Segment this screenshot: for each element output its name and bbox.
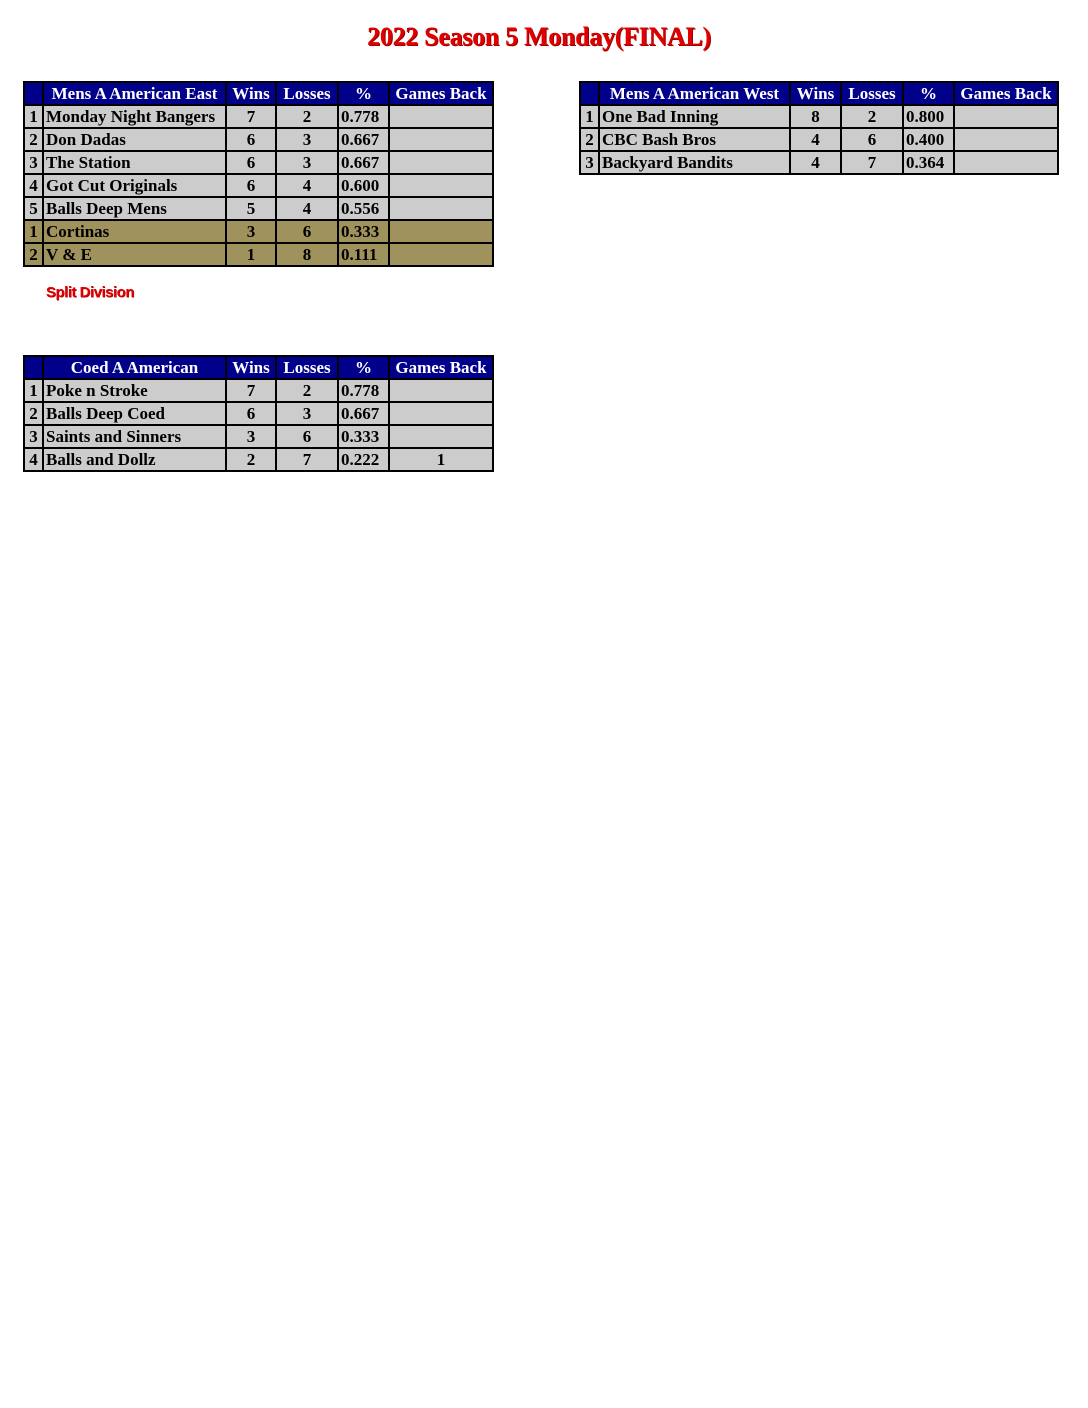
split-division-row: [24, 220, 493, 243]
losses-cell: 4: [276, 197, 338, 220]
losses-cell: 6: [841, 128, 903, 151]
pct-cell: 0.333: [338, 220, 389, 243]
team-cell: Balls Deep Mens: [43, 197, 226, 220]
losses-cell: 7: [841, 151, 903, 174]
rank-cell: 1: [24, 105, 43, 128]
games-back-cell: [954, 105, 1058, 128]
rank-header: [580, 82, 599, 105]
coed-standings-table: [23, 355, 494, 472]
rank-cell: 2: [24, 243, 43, 266]
table-row: [580, 105, 1058, 128]
pct-cell: 0.667: [338, 402, 389, 425]
division-name: Mens A American West: [599, 82, 790, 105]
table-row: [580, 151, 1058, 174]
table-row: [24, 425, 493, 448]
rank-cell: 3: [24, 425, 43, 448]
team-cell: V & E: [43, 243, 226, 266]
losses-cell: 3: [276, 128, 338, 151]
mens-west-standings-table: [579, 81, 1059, 175]
pct-cell: 0.667: [338, 128, 389, 151]
rank-cell: 1: [580, 105, 599, 128]
wins-cell: 3: [226, 220, 276, 243]
pct-cell: 0.778: [338, 105, 389, 128]
table-row: [24, 174, 493, 197]
games-back-cell: [389, 174, 493, 197]
games-back-cell: [389, 197, 493, 220]
division-name: Mens A American East: [43, 82, 226, 105]
wins-cell: 6: [226, 402, 276, 425]
team-cell: Balls and Dollz: [43, 448, 226, 471]
wins-cell: 1: [226, 243, 276, 266]
losses-header: Losses: [841, 82, 903, 105]
rank-cell: 2: [580, 128, 599, 151]
team-cell: CBC Bash Bros: [599, 128, 790, 151]
losses-cell: 8: [276, 243, 338, 266]
rank-cell: 1: [24, 220, 43, 243]
games-back-cell: 1: [389, 448, 493, 471]
pct-cell: 0.778: [338, 379, 389, 402]
pct-header: %: [338, 82, 389, 105]
team-cell: Backyard Bandits: [599, 151, 790, 174]
losses-cell: 3: [276, 151, 338, 174]
table-row: [580, 128, 1058, 151]
mens-east-standings-table: [23, 81, 494, 267]
table-row: [24, 151, 493, 174]
pct-header: %: [338, 356, 389, 379]
table-row: [24, 197, 493, 220]
table-row: [24, 379, 493, 402]
losses-cell: 6: [276, 220, 338, 243]
wins-cell: 7: [226, 379, 276, 402]
wins-header: Wins: [790, 82, 841, 105]
games-back-cell: [389, 402, 493, 425]
division-name: Coed A American: [43, 356, 226, 379]
pct-cell: 0.364: [903, 151, 954, 174]
pct-cell: 0.111: [338, 243, 389, 266]
wins-cell: 3: [226, 425, 276, 448]
wins-cell: 5: [226, 197, 276, 220]
losses-cell: 7: [276, 448, 338, 471]
rank-cell: 3: [24, 151, 43, 174]
losses-cell: 2: [841, 105, 903, 128]
team-cell: Balls Deep Coed: [43, 402, 226, 425]
wins-header: Wins: [226, 356, 276, 379]
games-back-cell: [389, 151, 493, 174]
games-back-cell: [389, 425, 493, 448]
pct-cell: 0.556: [338, 197, 389, 220]
rank-cell: 1: [24, 379, 43, 402]
table-row: [24, 128, 493, 151]
pct-cell: 0.800: [903, 105, 954, 128]
pct-cell: 0.600: [338, 174, 389, 197]
rank-header: [24, 356, 43, 379]
losses-cell: 3: [276, 402, 338, 425]
wins-cell: 7: [226, 105, 276, 128]
wins-cell: 2: [226, 448, 276, 471]
team-cell: Monday Night Bangers: [43, 105, 226, 128]
games-back-cell: [389, 128, 493, 151]
games-back-cell: [389, 220, 493, 243]
header-row: [24, 82, 493, 105]
pct-cell: 0.400: [903, 128, 954, 151]
wins-cell: 4: [790, 151, 841, 174]
table-row: [24, 448, 493, 471]
rank-cell: 4: [24, 448, 43, 471]
pct-header: %: [903, 82, 954, 105]
wins-cell: 6: [226, 174, 276, 197]
rank-cell: 4: [24, 174, 43, 197]
losses-cell: 6: [276, 425, 338, 448]
pct-cell: 0.222: [338, 448, 389, 471]
wins-cell: 4: [790, 128, 841, 151]
games-back-header: Games Back: [389, 356, 493, 379]
wins-cell: 6: [226, 128, 276, 151]
wins-header: Wins: [226, 82, 276, 105]
games-back-cell: [389, 243, 493, 266]
rank-cell: 5: [24, 197, 43, 220]
games-back-cell: [389, 105, 493, 128]
games-back-header: Games Back: [389, 82, 493, 105]
page-title: 2022 Season 5 Monday(FINAL): [367, 22, 711, 51]
header-row: [580, 82, 1058, 105]
wins-cell: 6: [226, 151, 276, 174]
split-division-row: [24, 243, 493, 266]
pct-cell: 0.667: [338, 151, 389, 174]
team-cell: The Station: [43, 151, 226, 174]
team-cell: One Bad Inning: [599, 105, 790, 128]
team-cell: Don Dadas: [43, 128, 226, 151]
games-back-cell: [389, 379, 493, 402]
losses-header: Losses: [276, 82, 338, 105]
losses-cell: 4: [276, 174, 338, 197]
rank-cell: 2: [24, 128, 43, 151]
table-row: [24, 105, 493, 128]
team-cell: Cortinas: [43, 220, 226, 243]
split-division-note: Split Division: [46, 284, 135, 301]
rank-cell: 3: [580, 151, 599, 174]
team-cell: Got Cut Originals: [43, 174, 226, 197]
rank-header: [24, 82, 43, 105]
losses-cell: 2: [276, 105, 338, 128]
team-cell: Saints and Sinners: [43, 425, 226, 448]
rank-cell: 2: [24, 402, 43, 425]
wins-cell: 8: [790, 105, 841, 128]
losses-header: Losses: [276, 356, 338, 379]
header-row: [24, 356, 493, 379]
games-back-header: Games Back: [954, 82, 1058, 105]
games-back-cell: [954, 151, 1058, 174]
table-row: [24, 402, 493, 425]
team-cell: Poke n Stroke: [43, 379, 226, 402]
losses-cell: 2: [276, 379, 338, 402]
games-back-cell: [954, 128, 1058, 151]
pct-cell: 0.333: [338, 425, 389, 448]
